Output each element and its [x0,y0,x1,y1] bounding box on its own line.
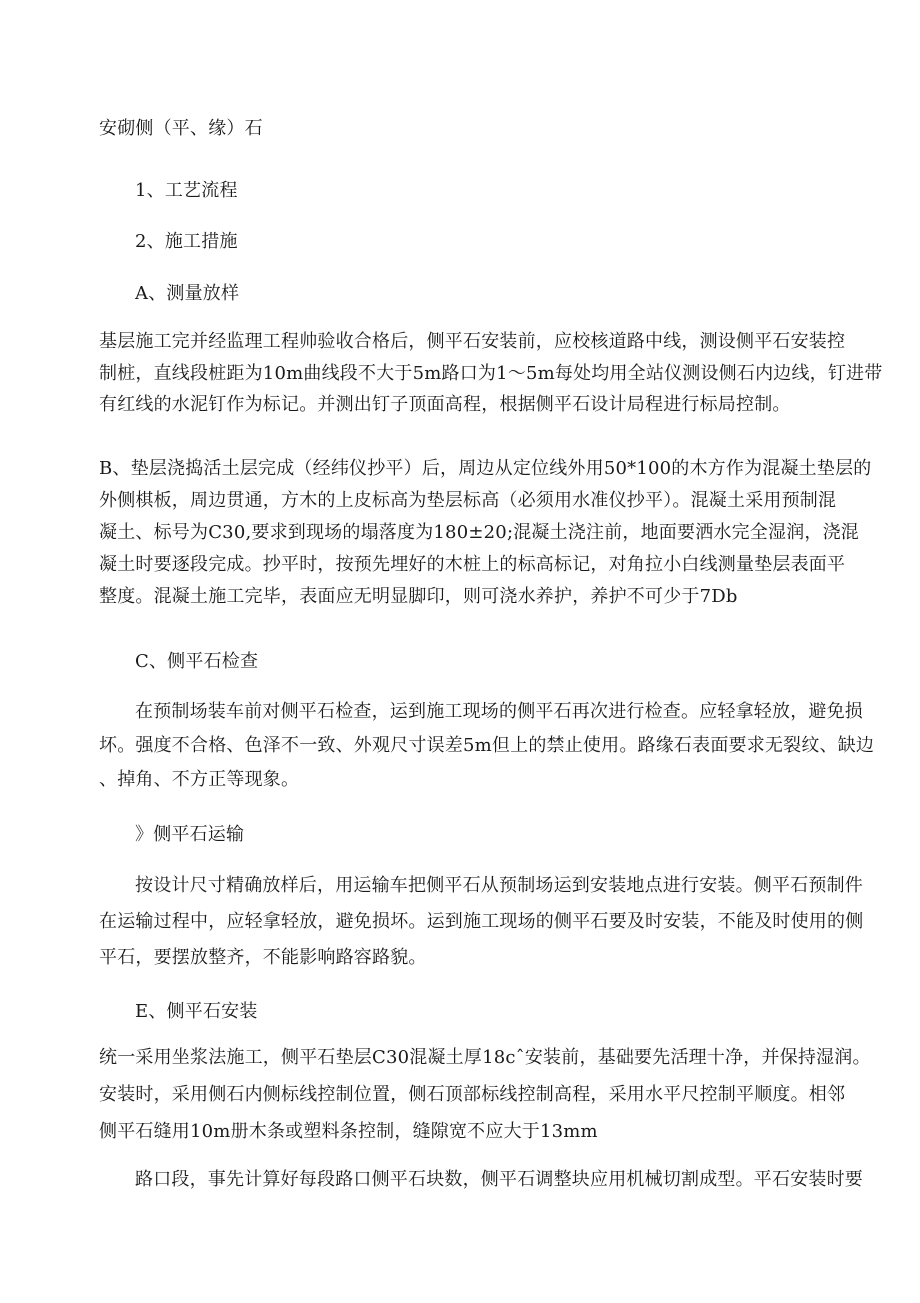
section-e-line: 统一采用坐浆法施工，侧平石垫层C30混凝土厚18cˆ安装前，基础要先活理十净，并保持湿润。 [99,1047,871,1068]
section-b-line: 凝土、标号为C30,要求到现场的塌落度为180±20;混凝土浇注前，地面要洒水完全湿润，浇混 [99,522,860,543]
section-d-line: 在运输过程中，应轻拿轻放，避免损坏。运到施工现场的侧平石要及时安装，不能及时使用的侧 [99,911,864,932]
section-c-line: 坏。强度不合格、色泽不一致、外观尺寸误差5m但上的禁止使用。路缘石表面要求无裂纹、缺边 [99,735,875,756]
section-b-line: 整度。混凝土施工完毕，表面应无明显脚印，则可浇水养护，养护不可少于7Db [99,586,738,607]
heading-construction-measures: 2、施工措施 [135,231,238,252]
section-e-line: 侧平石缝用10m册木条或塑料条控制，缝隙宽不应大于13mm [99,1121,598,1142]
heading-section-a: A、测量放样 [135,283,240,304]
heading-section-c: C、侧平石检查 [135,651,259,672]
heading-section-e: E、侧平石安装 [135,1001,258,1022]
section-a-line: 有红线的水泥钉作为标记。并测出钉子顶面高程，根据侧平石设计局程进行标局控制。 [99,394,791,415]
section-a-line: 基层施工完并经监理工程帅验收合格后，侧平石安装前，应校核道路中线，测设侧平石安装控 [99,331,846,352]
section-b-line: 外侧棋板，周边贯通，方木的上皮标高为垫层标高（必须用水准仪抄平）。混凝土采用预制混 [99,490,837,511]
section-b-line: B、垫层浇捣活土层完成（经纬仪抄平）后，周边从定位线外用50*100的木方作为混凝土垫层的 [99,458,872,479]
section-b-line: 凝土时要逐段完成。抄平时，按预先埋好的木桩上的标高标记，对角拉小白线测量垫层表面平 [99,554,846,575]
section-d-line: 平石，要摆放整齐，不能影响路容路貌。 [99,947,427,968]
heading-section-d: 》侧平石运输 [135,824,245,845]
section-a-line: 制桩，直线段桩距为10m曲线段不大于5m路口为1～5m每处均用全站仪测设侧石内边线，钉进带 [99,363,883,384]
section-c-line: 在预制场装车前对侧平石检查，运到施工现场的侧平石再次进行检查。应轻拿轻放，避免损 [135,701,863,722]
section-d-line: 按设计尺寸精确放样后，用运输车把侧平石从预制场运到安装地点进行安装。侧平石预制件 [135,875,863,896]
section-e-paragraph-2-line: 路口段，事先计算好每段路口侧平石块数，侧平石调整块应用机械切割成型。平石安装时要 [135,1169,863,1190]
section-c-line: 、掉角、不方正等现象。 [99,769,300,790]
document-title: 安砌侧（平、缘）石 [99,118,263,139]
section-e-line: 安装时，采用侧石内侧标线控制位置，侧石顶部标线控制高程，采用水平尺控制平顺度。相邻 [99,1084,846,1105]
heading-process-flow: 1、工艺流程 [135,180,238,201]
